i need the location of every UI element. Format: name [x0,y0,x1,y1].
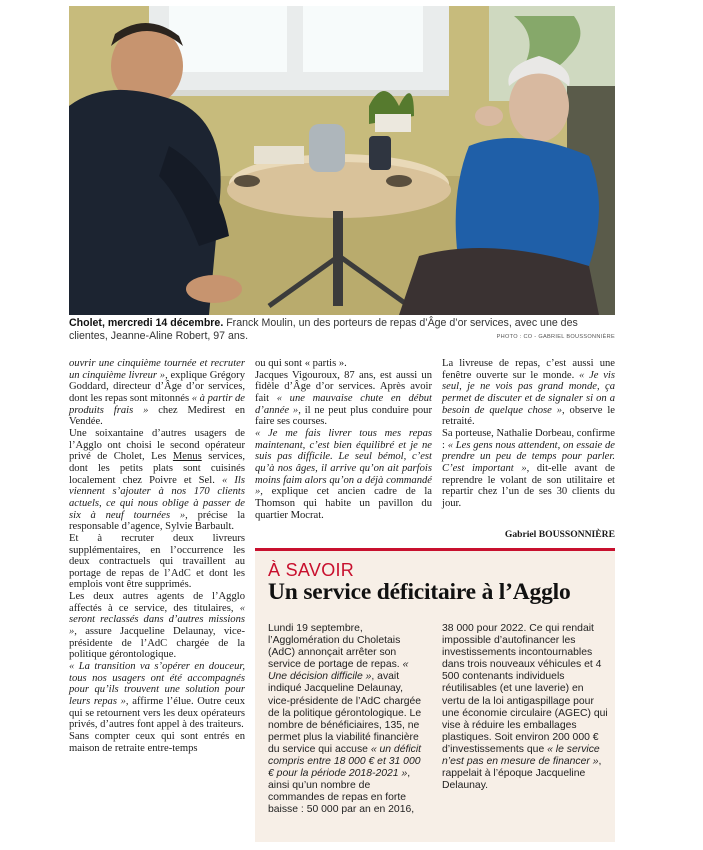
quote: « Je me fais livrer tous mes repas maintenant, c’est bien équilibré et je ne suis pas difficile. Le seul bémol, c’est qu’à nos âges, il arrive qu’on ait parfois moins faim alors qu’on a déjà commandé » [255,427,432,498]
quote: « à partir de produits frais » [69,392,245,416]
article-photo [69,6,615,315]
text: , précise la responsable d’agence, Sylvie Barbault. [69,509,245,533]
quote: « le service n’est pas en mesure de financer » [442,743,600,768]
article-column-3 [442,358,615,510]
text: , rappelait à l’époque Jacqueline Delaunay. [442,756,602,792]
paragraph [268,623,426,817]
caption-place: Cholet, mercredi 14 décembre. [69,317,224,329]
paragraph [255,428,432,521]
photo-illustration [69,6,615,315]
box-headline: Un service déficitaire à l’Agglo [268,579,571,605]
text: , observe le retraité. [442,404,615,428]
paragraph: ou qui sont « partis ». [255,358,347,369]
text: Lundi 19 septembre, l’Agglomération du Choletais (AdC) annonçait arrêter son service de portage de repas. [268,623,403,671]
text: La livreuse de repas, c’est aussi une fenêtre ouverte sur le monde. [442,358,615,381]
menus-link[interactable]: Menus [172,451,202,463]
quote: « seront reclassés dans d’autres missions » [69,602,245,638]
author-byline: Gabriel BOUSSONNIÈRE [504,529,615,540]
paragraph [69,428,245,533]
text: Jacques Vigouroux, 87 ans, est aussi un fidèle d’Âge d’or services. Après avoir fait [255,369,432,404]
quote: « une mauvaise chute en début d’année » [255,392,432,416]
caption-text: Franck Moulin, un des porteurs de repas d’Âge d’or services, avec une des clientes, Jeanne-Aline Robert, 97 ans. [69,317,578,342]
paragraph [69,591,245,661]
paragraph [442,623,608,792]
text: Une soixantaine d’autres usagers de l’Agglo ont choisi le second opérateur privé de Cholet, Les [69,427,245,463]
photo-credit: PHOTO : CO - GABRIEL BOUSSONNIÈRE [496,334,615,340]
text: 38 000 pour 2022. Ce qui rendait impossible d’autofinancer les investissements incontournables dans trois nouveaux véhicules et 4 500 contenants individuels réutilisables (et une laverie) en vertu de la loi antigaspillage pour une économie circulaire (AGEC) qui vise à réduire les emballages plastiques. Soit environ 200 000 € d’investissements que [442,623,608,755]
quote: « Je vis seul, je ne vois pas grand monde, ça permet de discuter et de signaler si on a besoin de quelque chose » [442,369,615,416]
box-kicker: À SAVOIR [268,560,355,580]
article-column-1 [69,358,245,754]
box-column-2 [442,623,608,792]
quote: « Les gens nous attendent, on essaie de prendre un peu de temps pour parler. C’est important » [442,439,615,474]
quote: « Ils viennent s’ajouter à nos 170 clients actuels, ce qui nous oblige à passer de six à neuf tournées » [69,474,245,521]
paragraph [255,370,432,428]
paragraph: Sans compter ceux qui sont entrés en maison de retraite entre-temps [69,731,245,754]
text: , dit-elle avant de reprendre le volant de son utilitaire et repartir chez l’un de ses 30 clients du jour. [442,462,615,509]
text: , assure Jacqueline Delaunay, vice-présidente de l’AdC chargée de la politique gérontologique. [69,626,245,661]
text: Sa porteuse, Nathalie Dorbeau, confirme : [442,427,615,451]
box-column-1 [268,623,426,817]
paragraph [442,428,615,510]
text: chez Medirest en Vendée. [69,404,245,428]
quote: « Une décision difficile » [268,659,409,683]
text: , avait indiqué Jacqueline Delaunay, vice-présidente de l’AdC chargée de la politique gérontologique. Le nombre de bénéficiaires, 135, ne permet plus la viabilité financière du service qui accuse [268,671,422,755]
paragraph [69,358,245,428]
paragraph: Et à recruter deux livreurs supplémentaires, en l’occurrence les deux contractuels qui travaillent au portage de repas de l’AdC et dont les emplois vont être supprimés. [69,532,245,591]
quote: « un déficit compris entre 18 000 € et 31 000 € pour la période 2018-2021 » [268,743,422,780]
quote: « La transition va s’opérer en douceur, tous nos usagers ont été accompagnés pour qu’ils trouvent une solution pour leurs repas » [69,661,245,708]
article-column-2 [255,358,432,521]
quote: ouvrir une cinquième tournée et recruter un cinquième livreur » [69,358,245,381]
paragraph [69,661,245,731]
text: , il ne peut plus conduire pour faire ses courses. [255,404,432,428]
paragraph [442,358,615,428]
text: Les deux autres agents de l’Agglo affectés à ce service, des titulaires, [69,591,245,614]
text: , ainsi qu’un nombre de commandes de repas en forte baisse : 50 000 par an en 2016, [268,768,415,816]
text: , explique Grégory Goddard, directeur d’Âge d’or services, dont les repas sont mitonnés [69,369,245,404]
text: , affirme l’élue. Outre ceux qui se retournent vers les deux opérateurs privés, d’autres font appel à des traiteurs. [69,696,245,731]
text: , explique cet ancien cadre de la Thomson qui habite un pavillon du quartier Mocrat. [255,486,432,521]
text: services, dont les petits plats sont cuisinés localement chez Poivre et Sel. [69,451,245,486]
